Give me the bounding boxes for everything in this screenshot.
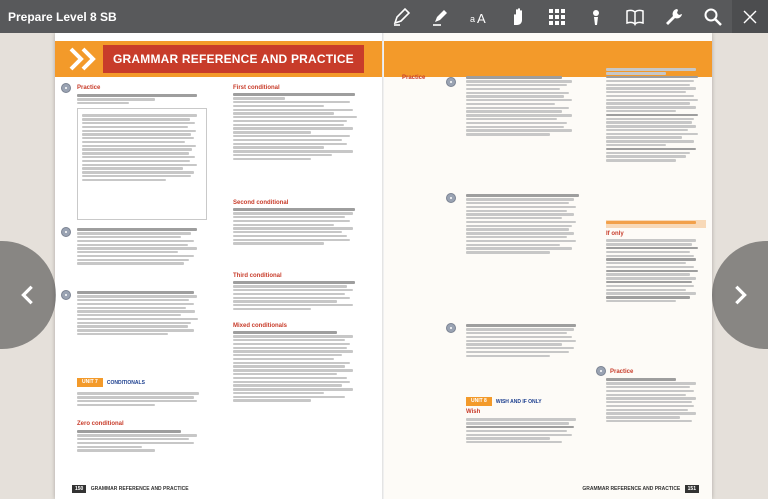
footer-title: GRAMMAR REFERENCE AND PRACTICE	[90, 486, 189, 492]
search-icon[interactable]	[693, 0, 732, 33]
if-only-heading: If only	[606, 231, 624, 237]
toolbar	[0, 0, 768, 33]
exercise-3	[77, 290, 207, 370]
first-conditional-heading: First conditional	[233, 85, 280, 91]
unit-name: WISH AND IF ONLY	[495, 398, 542, 405]
exercise-2	[466, 193, 586, 313]
unit-name: CONDITIONALS	[106, 379, 145, 386]
wrench-icon[interactable]	[654, 0, 693, 33]
hand-icon[interactable]	[498, 0, 537, 33]
wish-heading: Wish	[466, 409, 481, 415]
left-footer	[69, 485, 189, 493]
audio-track-icon[interactable]	[61, 227, 71, 237]
unit-label: UNIT 8	[466, 397, 492, 406]
chevron-right-icon	[729, 284, 751, 306]
exercise-3	[466, 323, 586, 393]
wish-notes	[606, 67, 706, 227]
page-viewer[interactable]	[0, 33, 768, 499]
next-page-button[interactable]	[712, 241, 768, 349]
practice-heading-2: Practice	[610, 369, 634, 375]
book-icon[interactable]	[615, 0, 654, 33]
left-page	[55, 33, 383, 499]
mixed-conditionals-heading: Mixed conditionals	[233, 323, 288, 329]
audio-track-icon[interactable]	[596, 366, 606, 376]
chevron-left-icon	[17, 284, 39, 306]
exercise-1	[466, 75, 586, 195]
audio-track-icon[interactable]	[61, 290, 71, 300]
second-conditional-heading: Second conditional	[233, 200, 289, 206]
practice-heading: Practice	[77, 85, 101, 91]
page-number: 151	[685, 485, 699, 493]
mixed-conditionals-text	[233, 330, 363, 480]
audio-track-icon[interactable]	[446, 193, 456, 203]
right-footer	[582, 485, 702, 493]
third-conditional-heading: Third conditional	[233, 273, 282, 279]
practice-2-text	[606, 377, 706, 477]
app-title: Prepare Level 8 SB	[8, 9, 117, 24]
wish-text	[466, 417, 586, 477]
tool-group	[381, 0, 768, 33]
book-spread	[55, 33, 712, 499]
footer-title: GRAMMAR REFERENCE AND PRACTICE	[582, 486, 681, 492]
zero-conditional-heading: Zero conditional	[77, 421, 124, 427]
highlighter-icon[interactable]	[420, 0, 459, 33]
text-box	[77, 108, 207, 220]
grid-icon[interactable]	[537, 0, 576, 33]
page-number: 150	[72, 485, 86, 493]
pointer-icon[interactable]	[576, 0, 615, 33]
close-icon[interactable]	[732, 0, 768, 33]
unit-label: UNIT 7	[77, 378, 103, 387]
audio-track-icon[interactable]	[446, 77, 456, 87]
practice-heading: Practice	[402, 75, 426, 81]
zero-conditional-text	[77, 429, 207, 479]
previous-page-button[interactable]	[0, 241, 56, 349]
unit-tag	[77, 378, 145, 387]
banner-title: GRAMMAR REFERENCE AND PRACTICE	[103, 45, 364, 73]
unit-intro	[77, 391, 207, 421]
note-box	[606, 220, 706, 228]
text-size-icon[interactable]	[459, 0, 498, 33]
pen-tool-icon[interactable]	[381, 0, 420, 33]
svg-text:A: A	[476, 10, 486, 26]
svg-text:a: a	[469, 13, 475, 24]
chevron-right-icon	[69, 47, 99, 71]
audio-track-icon[interactable]	[446, 323, 456, 333]
right-page	[384, 33, 712, 499]
if-only-text	[606, 238, 706, 368]
exercise-2	[77, 227, 207, 287]
section-banner	[55, 41, 383, 77]
unit-tag	[466, 397, 542, 406]
audio-track-icon[interactable]	[61, 83, 71, 93]
